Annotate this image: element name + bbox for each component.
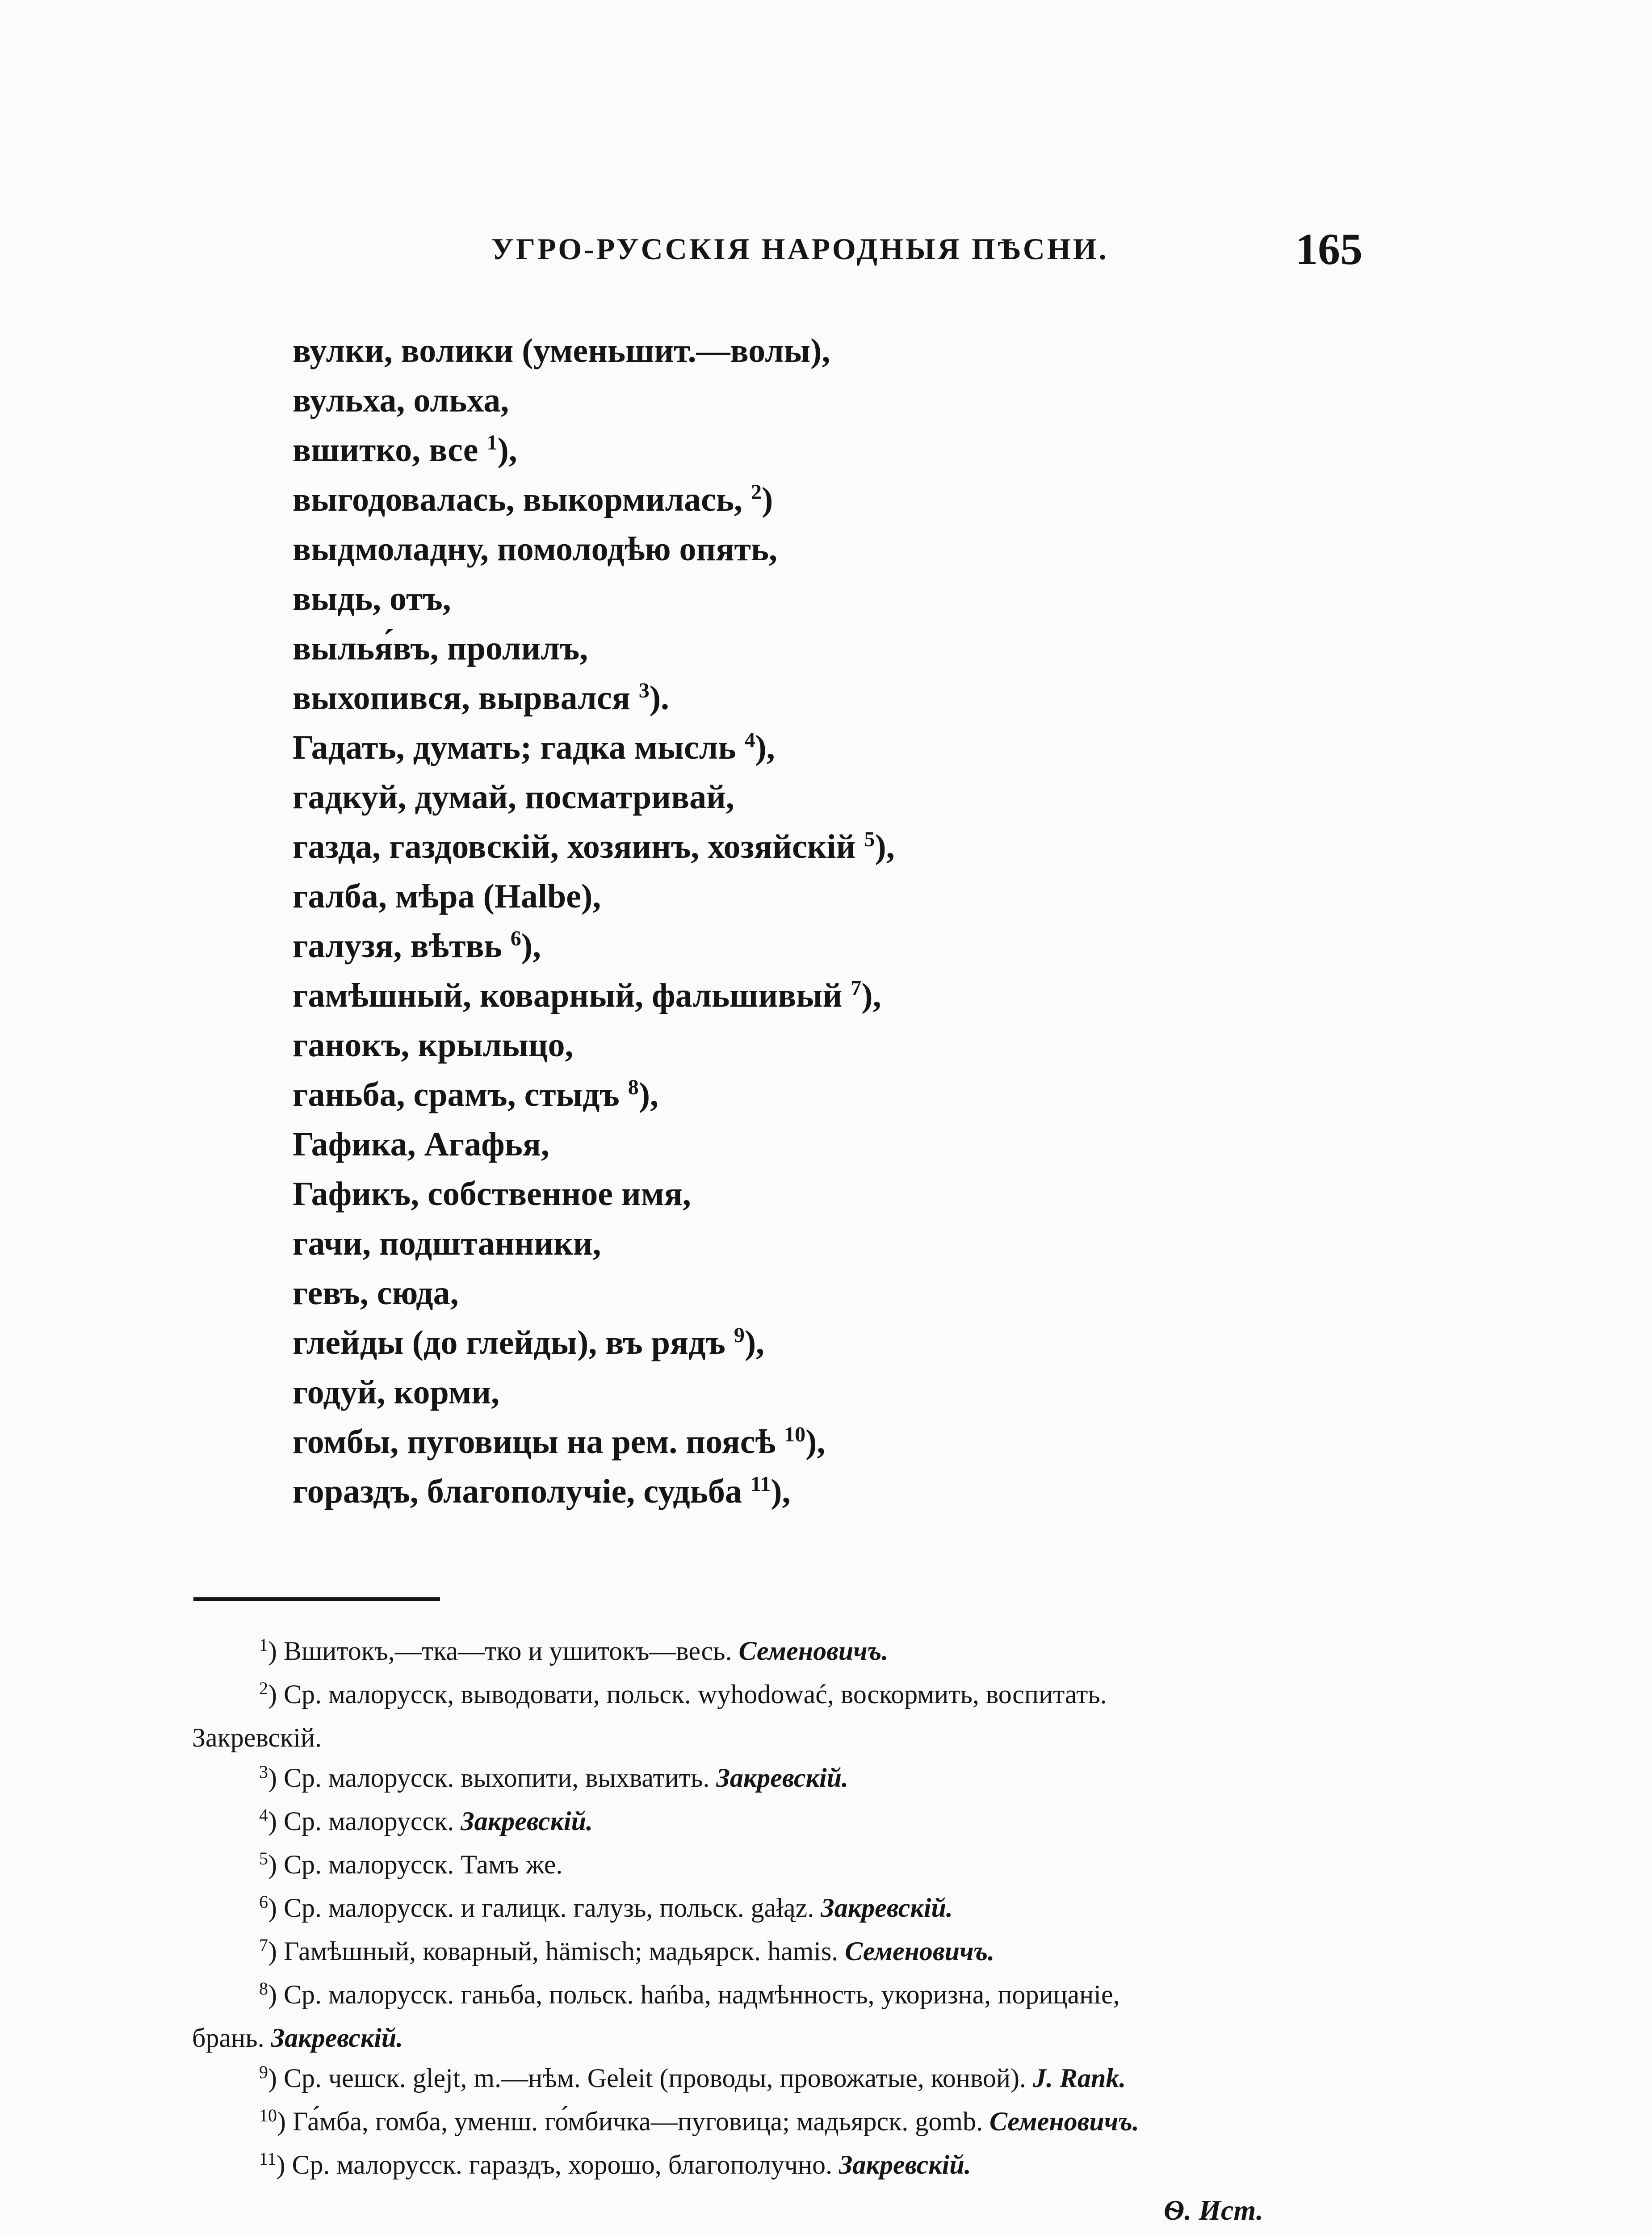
glossary-entry bbox=[293, 1467, 895, 1516]
glossary-entry bbox=[293, 326, 895, 376]
glossary-entry bbox=[293, 723, 895, 773]
glossary-term: ганьба, срамъ, стыдъ bbox=[293, 1076, 620, 1113]
footnote-mark: 11 bbox=[750, 1472, 771, 1496]
glossary-entry bbox=[293, 822, 895, 872]
glossary-entry bbox=[293, 872, 895, 921]
footnote-text: ) Ср. чешск. glejt, m.—нѣм. Geleit (проводы, провожатые, конвой). bbox=[268, 2063, 1026, 2093]
footnote-text: ) Ср. малорусск. и галицк. галузь, польск. gałąz. bbox=[268, 1893, 814, 1923]
glossary-list bbox=[293, 326, 895, 1516]
footnote bbox=[192, 2018, 1139, 2058]
glossary-entry bbox=[293, 673, 895, 723]
glossary-term: гамѣшный, коварный, фальшивый bbox=[293, 977, 843, 1014]
glossary-entry bbox=[293, 971, 895, 1020]
glossary-trailing: ), bbox=[875, 828, 895, 865]
glossary-term: галузя, вѣтвь bbox=[293, 927, 502, 965]
footnote-number: 6 bbox=[259, 1892, 268, 1912]
footnote-mark: 2 bbox=[751, 480, 762, 504]
footnote bbox=[192, 1758, 1139, 1801]
footnote-number: 11 bbox=[259, 2149, 277, 2169]
footnote-mark: 8 bbox=[628, 1075, 639, 1099]
glossary-entry bbox=[293, 574, 895, 624]
footnote-text: ) Га́мба, гомба, уменш. го́мбичка—пуговица; мадьярск. gomb. bbox=[277, 2107, 983, 2136]
glossary-term: гевъ, сюда, bbox=[293, 1274, 459, 1312]
glossary-entry bbox=[293, 773, 895, 822]
glossary-entry bbox=[293, 376, 895, 425]
glossary-term: вшитко, все bbox=[293, 431, 478, 469]
glossary-entry bbox=[293, 475, 895, 525]
footnote-text: ) Ср. малорусск. выхопити, выхватить. bbox=[268, 1763, 710, 1793]
footnote-source: Закревскій. bbox=[271, 2023, 403, 2053]
glossary-term: гачи, подштанники, bbox=[293, 1225, 601, 1262]
footnote-mark: 3 bbox=[638, 679, 650, 702]
glossary-entry bbox=[293, 1020, 895, 1070]
glossary-term: газда, газдовскій, хозяинъ, хозяйскій bbox=[293, 828, 856, 865]
footnote-source: Семеновичъ. bbox=[738, 1636, 889, 1666]
footnote-number: 5 bbox=[259, 1848, 268, 1869]
glossary-trailing: ), bbox=[771, 1473, 791, 1510]
glossary-entry bbox=[293, 1120, 895, 1169]
footnote-mark: 6 bbox=[510, 927, 521, 950]
footnote bbox=[192, 2101, 1139, 2145]
footnote bbox=[192, 1974, 1139, 2018]
footnote-text: ) Гамѣшный, коварный, hämisch; мадьярск. hamis. bbox=[268, 1936, 839, 1966]
footnote-mark: 4 bbox=[744, 728, 755, 752]
footnote bbox=[192, 1931, 1139, 1974]
footnote bbox=[192, 1717, 1139, 1758]
footnote-mark: 9 bbox=[734, 1323, 745, 1347]
footnote bbox=[192, 1888, 1139, 1931]
footnote bbox=[192, 2145, 1139, 2188]
glossary-term: галба, мѣра (Halbe), bbox=[293, 878, 601, 915]
footnote bbox=[192, 1631, 1139, 1674]
footnote-mark: 7 bbox=[851, 976, 862, 1000]
glossary-term: гомбы, пуговицы на рем. поясѣ bbox=[293, 1423, 776, 1461]
footnote-text: ) Ср. малорусск. Тамъ же. bbox=[268, 1850, 563, 1879]
footnote bbox=[192, 1844, 1139, 1888]
glossary-trailing: ), bbox=[755, 729, 775, 766]
footnote bbox=[192, 1674, 1139, 1717]
glossary-term: вулки, волики (уменьшит.—волы), bbox=[293, 332, 830, 370]
running-title: УГРО-РУССКІЯ НАРОДНЫЯ ПѢСНИ. bbox=[491, 232, 1109, 266]
glossary-term: гадкуй, думай, посматривай, bbox=[293, 778, 734, 816]
glossary-trailing: ), bbox=[638, 1076, 659, 1113]
footnote-number: 4 bbox=[259, 1805, 268, 1825]
glossary-trailing: ), bbox=[744, 1324, 765, 1361]
glossary-entry bbox=[293, 921, 895, 971]
glossary-trailing: ), bbox=[497, 431, 517, 469]
glossary-entry bbox=[293, 425, 895, 475]
glossary-entry bbox=[293, 1070, 895, 1120]
glossary-entry bbox=[293, 525, 895, 574]
footnote-source: Закревскій. bbox=[839, 2150, 971, 2179]
footnote-number: 8 bbox=[259, 1978, 268, 1999]
glossary-term: ганокъ, крылыцо, bbox=[293, 1026, 574, 1064]
footnote-text: ) Ср. малорусск. ганьба, польск. hańba, надмѣнность, укоризна, порицаніе, bbox=[268, 1980, 1120, 2009]
page-number: 165 bbox=[1296, 224, 1363, 274]
glossary-entry bbox=[293, 624, 895, 673]
footnote-source: J. Rank. bbox=[1032, 2063, 1126, 2093]
footnote-number: 3 bbox=[259, 1762, 268, 1782]
footnote-number: 2 bbox=[259, 1678, 268, 1698]
glossary-trailing: ), bbox=[805, 1423, 826, 1461]
footnote-source: Семеновичъ. bbox=[989, 2107, 1139, 2136]
glossary-term: выдмоладну, помолодѣю опять, bbox=[293, 530, 777, 568]
glossary-term: Гафика, Агафья, bbox=[293, 1125, 549, 1163]
footnote-mark: 10 bbox=[784, 1423, 806, 1446]
footnotes-list bbox=[192, 1631, 1139, 2188]
footnote bbox=[192, 1801, 1139, 1844]
footnote-source: Семеновичъ. bbox=[845, 1936, 995, 1966]
footnote-mark: 1 bbox=[486, 431, 498, 454]
glossary-term: выгодовалась, выкормилась, bbox=[293, 481, 743, 518]
footnote-text: Закревскій. bbox=[192, 1723, 322, 1752]
glossary-trailing: ), bbox=[861, 977, 881, 1014]
glossary-term: выдь, отъ, bbox=[293, 580, 451, 617]
glossary-term: Гадать, думать; гадка мысль bbox=[293, 729, 736, 766]
glossary-entry bbox=[293, 1318, 895, 1368]
footnote-number: 7 bbox=[259, 1935, 268, 1955]
footnote-number: 1 bbox=[259, 1635, 268, 1655]
glossary-entry bbox=[293, 1219, 895, 1268]
footnote-source: Закревскій. bbox=[716, 1763, 849, 1793]
signature: Ѳ. Ист. bbox=[1164, 2194, 1263, 2226]
footnote-source: Закревскій. bbox=[821, 1893, 953, 1923]
glossary-term: вылья́въ, пролилъ, bbox=[293, 630, 588, 667]
footnote-text: брань. bbox=[192, 2023, 264, 2053]
glossary-trailing: ). bbox=[649, 679, 670, 717]
glossary-term: вульха, ольха, bbox=[293, 382, 509, 419]
glossary-term: гораздъ, благополучіе, судьба bbox=[293, 1473, 742, 1510]
glossary-trailing: ) bbox=[762, 481, 773, 518]
footnote-source: Закревскій. bbox=[461, 1806, 593, 1836]
glossary-term: годуй, корми, bbox=[293, 1373, 500, 1411]
footnote-divider bbox=[193, 1597, 440, 1601]
glossary-term: глейды (до глейды), въ рядъ bbox=[293, 1324, 725, 1361]
footnote-mark: 5 bbox=[864, 827, 875, 851]
glossary-entry bbox=[293, 1169, 895, 1219]
glossary-trailing: ), bbox=[521, 927, 541, 965]
footnote-number: 10 bbox=[259, 2105, 277, 2125]
glossary-term: выхопився, вырвался bbox=[293, 679, 630, 717]
footnote-text: ) Ср. малорусск. bbox=[268, 1806, 454, 1836]
footnote bbox=[192, 2058, 1139, 2101]
glossary-entry bbox=[293, 1368, 895, 1417]
footnote-text: ) Ср. малорусск, выводовати, польск. wyhodować, воскормить, воспитать. bbox=[268, 1680, 1107, 1709]
glossary-term: Гафикъ, собственное имя, bbox=[293, 1175, 691, 1213]
footnote-number: 9 bbox=[259, 2062, 268, 2082]
glossary-entry bbox=[293, 1268, 895, 1318]
glossary-entry bbox=[293, 1417, 895, 1467]
footnote-text: ) Ср. малорусск. гараздъ, хорошо, благополучно. bbox=[276, 2150, 833, 2179]
footnote-text: ) Вшитокъ,—тка—тко и ушитокъ—весь. bbox=[268, 1636, 732, 1666]
